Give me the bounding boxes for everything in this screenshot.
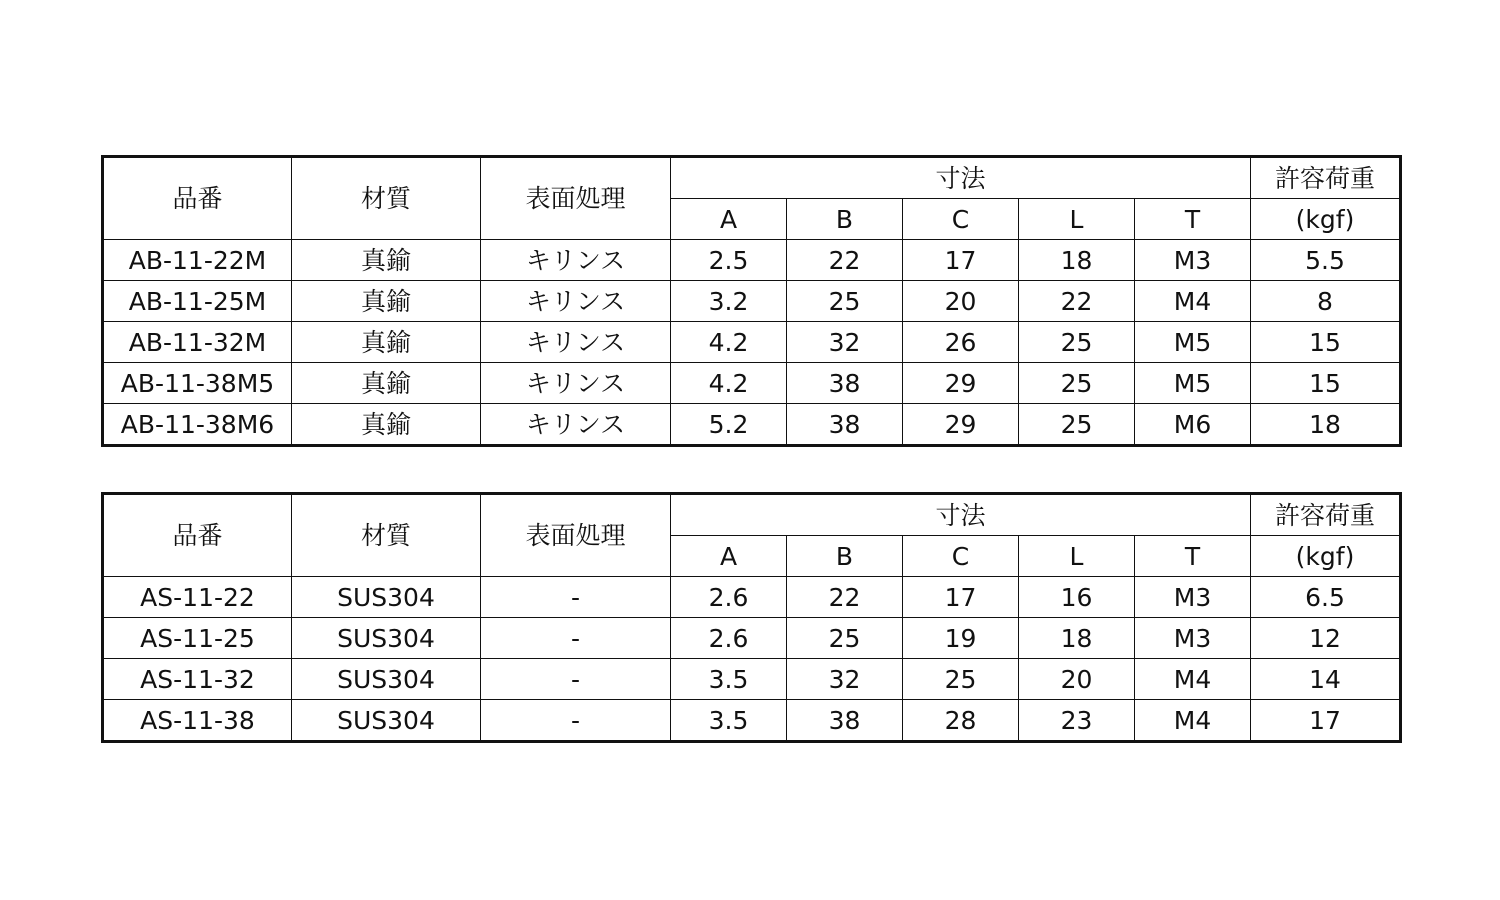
cell-part-no: AB-11-38M5	[103, 363, 292, 404]
header-row	[103, 157, 1401, 199]
table-row	[103, 618, 1401, 659]
table-row	[103, 240, 1401, 281]
header-dim-t: T	[1135, 536, 1251, 577]
header-row	[103, 494, 1401, 536]
header-dim-l: L	[1019, 536, 1135, 577]
cell-load: 14	[1251, 659, 1401, 700]
cell-dim-c: 26	[903, 322, 1019, 363]
cell-finish: -	[481, 659, 671, 700]
cell-dim-c: 28	[903, 700, 1019, 742]
header-finish: 表面処理	[481, 494, 671, 577]
cell-part-no: AB-11-22M	[103, 240, 292, 281]
cell-dim-a: 2.6	[671, 577, 787, 618]
spec-table-brass	[101, 155, 1402, 447]
cell-dim-a: 2.5	[671, 240, 787, 281]
table-row	[103, 700, 1401, 742]
cell-dim-t: M5	[1135, 322, 1251, 363]
cell-finish: キリンス	[481, 240, 671, 281]
cell-dim-t: M5	[1135, 363, 1251, 404]
cell-part-no: AB-11-38M6	[103, 404, 292, 446]
header-dimensions: 寸法	[671, 494, 1251, 536]
cell-dim-c: 29	[903, 404, 1019, 446]
header-load-unit: (kgf)	[1251, 199, 1401, 240]
cell-dim-t: M3	[1135, 240, 1251, 281]
cell-finish: キリンス	[481, 281, 671, 322]
cell-dim-t: M3	[1135, 577, 1251, 618]
table-row	[103, 363, 1401, 404]
header-load-unit: (kgf)	[1251, 536, 1401, 577]
cell-dim-b: 38	[787, 700, 903, 742]
cell-dim-t: M6	[1135, 404, 1251, 446]
header-finish: 表面処理	[481, 157, 671, 240]
header-dim-a: A	[671, 536, 787, 577]
header-dimensions: 寸法	[671, 157, 1251, 199]
table-row	[103, 659, 1401, 700]
cell-load: 5.5	[1251, 240, 1401, 281]
cell-finish: キリンス	[481, 322, 671, 363]
cell-dim-b: 32	[787, 322, 903, 363]
cell-part-no: AB-11-32M	[103, 322, 292, 363]
cell-finish: -	[481, 577, 671, 618]
cell-dim-c: 29	[903, 363, 1019, 404]
cell-dim-l: 18	[1019, 618, 1135, 659]
cell-dim-b: 22	[787, 577, 903, 618]
header-dim-l: L	[1019, 199, 1135, 240]
header-dim-t: T	[1135, 199, 1251, 240]
table-row	[103, 404, 1401, 446]
cell-material: 真鍮	[292, 404, 481, 446]
header-dim-a: A	[671, 199, 787, 240]
cell-material: SUS304	[292, 700, 481, 742]
header-part-no: 品番	[103, 157, 292, 240]
cell-dim-b: 22	[787, 240, 903, 281]
cell-material: 真鍮	[292, 363, 481, 404]
cell-dim-l: 25	[1019, 404, 1135, 446]
header-part-no: 品番	[103, 494, 292, 577]
cell-dim-b: 38	[787, 404, 903, 446]
cell-material: 真鍮	[292, 281, 481, 322]
cell-finish: キリンス	[481, 404, 671, 446]
cell-part-no: AS-11-22	[103, 577, 292, 618]
cell-dim-t: M4	[1135, 659, 1251, 700]
cell-load: 15	[1251, 363, 1401, 404]
cell-load: 15	[1251, 322, 1401, 363]
cell-dim-c: 20	[903, 281, 1019, 322]
header-dim-c: C	[903, 199, 1019, 240]
cell-dim-l: 25	[1019, 322, 1135, 363]
header-dim-b: B	[787, 199, 903, 240]
cell-dim-a: 2.6	[671, 618, 787, 659]
cell-load: 6.5	[1251, 577, 1401, 618]
cell-dim-b: 32	[787, 659, 903, 700]
cell-dim-l: 22	[1019, 281, 1135, 322]
cell-dim-l: 18	[1019, 240, 1135, 281]
cell-dim-c: 25	[903, 659, 1019, 700]
cell-part-no: AS-11-25	[103, 618, 292, 659]
header-dim-b: B	[787, 536, 903, 577]
cell-dim-a: 4.2	[671, 322, 787, 363]
cell-material: 真鍮	[292, 240, 481, 281]
cell-part-no: AS-11-32	[103, 659, 292, 700]
cell-dim-a: 5.2	[671, 404, 787, 446]
cell-dim-t: M3	[1135, 618, 1251, 659]
cell-finish: -	[481, 700, 671, 742]
cell-finish: キリンス	[481, 363, 671, 404]
cell-dim-b: 38	[787, 363, 903, 404]
header-dim-c: C	[903, 536, 1019, 577]
cell-part-no: AS-11-38	[103, 700, 292, 742]
cell-dim-a: 3.5	[671, 659, 787, 700]
cell-dim-t: M4	[1135, 281, 1251, 322]
cell-dim-a: 4.2	[671, 363, 787, 404]
cell-dim-a: 3.2	[671, 281, 787, 322]
header-load: 許容荷重	[1251, 494, 1401, 536]
cell-material: SUS304	[292, 618, 481, 659]
cell-load: 17	[1251, 700, 1401, 742]
cell-dim-l: 20	[1019, 659, 1135, 700]
cell-material: SUS304	[292, 577, 481, 618]
table-row	[103, 322, 1401, 363]
cell-load: 12	[1251, 618, 1401, 659]
header-material: 材質	[292, 157, 481, 240]
cell-load: 8	[1251, 281, 1401, 322]
cell-load: 18	[1251, 404, 1401, 446]
cell-dim-b: 25	[787, 281, 903, 322]
header-material: 材質	[292, 494, 481, 577]
cell-dim-l: 16	[1019, 577, 1135, 618]
cell-part-no: AB-11-25M	[103, 281, 292, 322]
cell-dim-t: M4	[1135, 700, 1251, 742]
cell-dim-b: 25	[787, 618, 903, 659]
table-row	[103, 281, 1401, 322]
cell-dim-c: 17	[903, 240, 1019, 281]
cell-dim-l: 25	[1019, 363, 1135, 404]
cell-dim-c: 19	[903, 618, 1019, 659]
cell-material: SUS304	[292, 659, 481, 700]
cell-dim-c: 17	[903, 577, 1019, 618]
table-row	[103, 577, 1401, 618]
cell-finish: -	[481, 618, 671, 659]
cell-dim-l: 23	[1019, 700, 1135, 742]
spec-table-sus	[101, 492, 1402, 743]
cell-dim-a: 3.5	[671, 700, 787, 742]
cell-material: 真鍮	[292, 322, 481, 363]
header-load: 許容荷重	[1251, 157, 1401, 199]
